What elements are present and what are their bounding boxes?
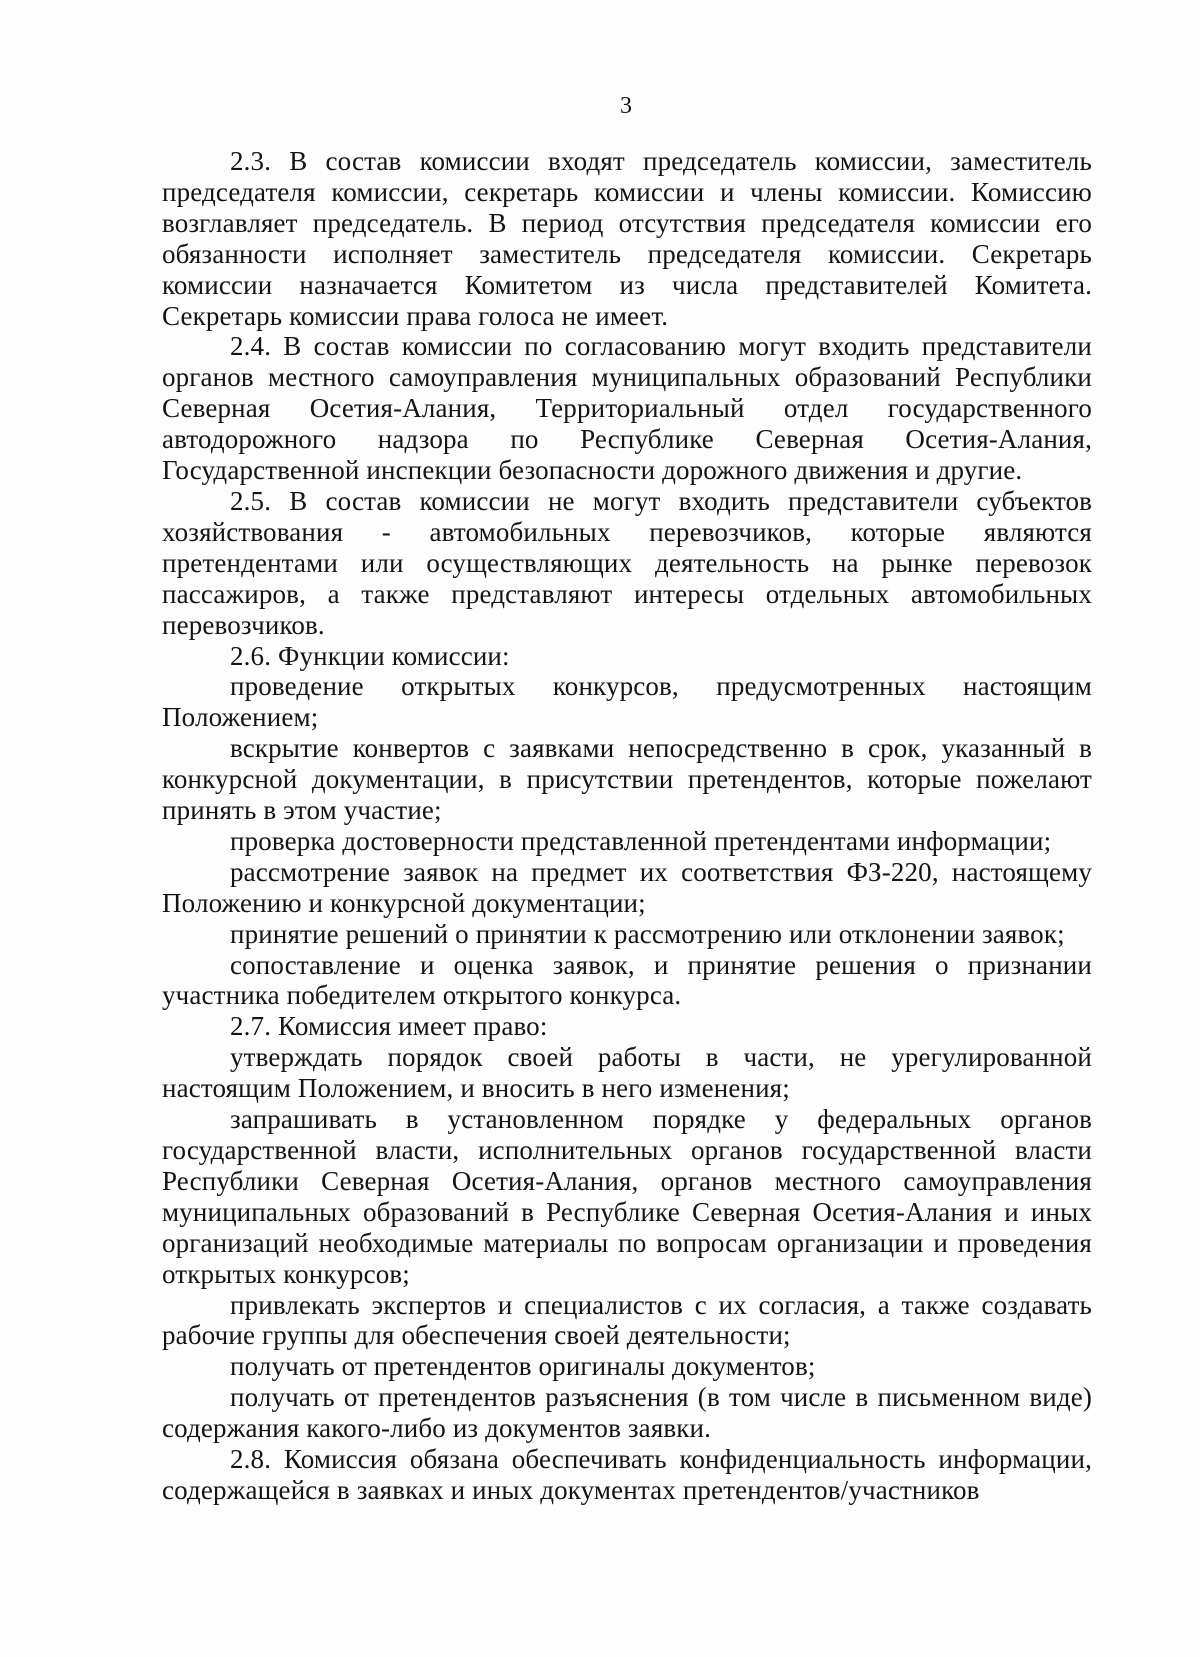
paragraph-2-7-heading: 2.7. Комиссия имеет право: [230,1011,548,1042]
document-body [162,146,1092,1506]
right-item: получать от претендентов разъяснения (в том числе в письменном виде) содержания какого-либо из документов заявки. [162,1382,1092,1444]
right-item: утверждать порядок своей работы в части, не урегулированной настоящим Положением, и вносить в него изменения; [162,1042,1092,1104]
function-item: проведение открытых конкурсов, предусмотренных настоящим Положением; [162,671,1092,733]
paragraph-2-6-heading: 2.6. Функции комиссии: [230,640,510,671]
paragraph-2-5: 2.5. В состав комиссии не могут входить представители субъектов хозяйствования - автомобильных перевозчиков, которые являются претендентами или осуществляющих деятельность на рынке перевозок пассажиров, а также представляют интересы отдельных автомобильных перевозчиков. [162,485,1092,640]
function-item: рассмотрение заявок на предмет их соответствия ФЗ-220, настоящему Положению и конкурсной документации; [162,856,1092,918]
right-item: запрашивать в установленном порядке у федеральных органов государственной власти, исполнительных органов государственной власти Республики Северная Осетия-Алания, органов местного самоуправления муниципальных образований в Республике Северная Осетия-Алания и иных организаций необходимые материалы по вопросам организации и проведения открытых конкурсов; [162,1104,1092,1289]
function-item: принятие решений о принятии к рассмотрению или отклонении заявок; [230,918,1065,949]
function-item: вскрытие конвертов с заявками непосредственно в срок, указанный в конкурсной документации, в присутствии претендентов, которые пожелают принять в этом участие; [162,733,1092,826]
paragraph-2-4: 2.4. В состав комиссии по согласованию могут входить представители органов местного самоуправления муниципальных образований Республики Северная Осетия-Алания, Территориальный отдел государственного автодорожного надзора по Республике Северная Осетия-Алания, Государственной инспекции безопасности дорожного движения и другие. [162,331,1092,486]
page-number: 3 [620,93,632,119]
right-item: привлекать экспертов и специалистов с их согласия, а также создавать рабочие группы для обеспечения своей деятельности; [162,1289,1092,1351]
function-item: проверка достоверности представленной претендентами информации; [230,825,1052,856]
paragraph-2-8: 2.8. Комиссия обязана обеспечивать конфиденциальность информации, содержащейся в заявках и иных документах претендентов/участников [162,1444,1092,1505]
paragraph-2-3: 2.3. В состав комиссии входят председатель комиссии, заместитель председателя комиссии, секретарь комиссии и члены комиссии. Комиссию возглавляет председатель. В период отсутствия председателя комиссии его обязанности исполняет заместитель председателя комиссии. Секретарь комиссии назначается Комитетом из числа представителей Комитета. Секретарь комиссии права голоса не имеет. [162,146,1092,331]
function-item: сопоставление и оценка заявок, и принятие решения о признании участника победителем открытого конкурса. [162,949,1092,1011]
right-item: получать от претендентов оригиналы документов; [230,1351,816,1382]
